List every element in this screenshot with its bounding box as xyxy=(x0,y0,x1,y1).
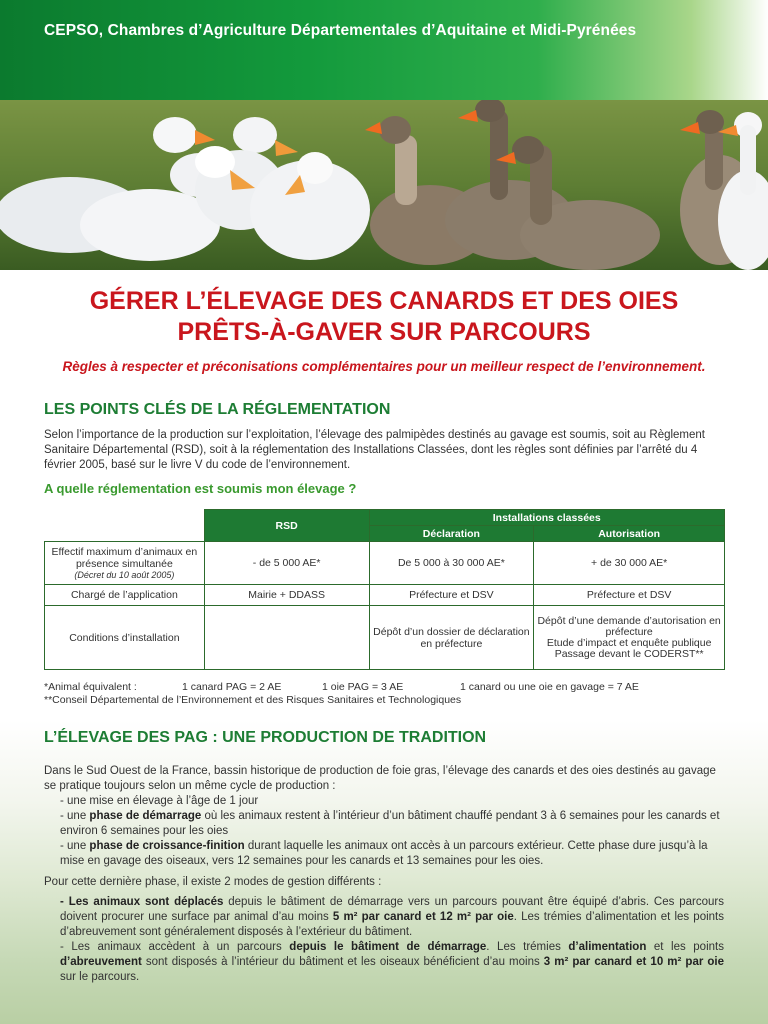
list-text: . Les trémies d’alimentation et les points d’abreuvement sont généralement disposés à l’extérieur du bâtiment. xyxy=(60,911,724,938)
list-text: sur le parcours. xyxy=(60,971,140,983)
effectif-label: Effectif maximum d’animaux en présence simultanée xyxy=(51,546,198,570)
section-tradition-text xyxy=(44,764,724,985)
list-bold: phase de croissance-finition xyxy=(89,840,245,852)
geese-illustration xyxy=(0,100,768,270)
list-text: et les points xyxy=(646,941,724,953)
main-title-line1: GÉRER L’ÉLEVAGE DES CANARDS ET DES OIES xyxy=(89,287,679,315)
ae-label: *Animal équivalent : xyxy=(44,681,137,693)
footnote-ae xyxy=(44,681,639,694)
list-text: - une xyxy=(60,810,90,822)
list-text: - Les animaux accèdent à un parcours xyxy=(60,941,290,953)
header-band xyxy=(0,0,768,108)
header-title: CEPSO, Chambres d’Agriculture Départementales d’Aquitaine et Midi-Pyrénées xyxy=(44,22,637,39)
table-row xyxy=(45,606,725,670)
list-bold: 3 m² par canard et 10 m² par oie xyxy=(543,956,725,968)
list-text: durant laquelle les animaux ont accès à un parcours extérieur. Cette phase dure jusqu’à la mise en gavage des oiseaux, vers 12 semaines pour les canards et 13 semaines pour les oies. xyxy=(60,840,708,867)
footnote-coderst: **Conseil Départemental de l’Environnement et des Risques Sanitaires et Technologiques xyxy=(44,694,462,706)
table-cell xyxy=(534,606,725,670)
section-title-tradition: L’ÉLEVAGE DES PAG : UNE PRODUCTION DE TRADITION xyxy=(44,729,487,746)
table-row xyxy=(45,542,725,585)
table-cell: De 5 000 à 30 000 AE* xyxy=(369,542,534,585)
table-cell: + de 30 000 AE* xyxy=(534,542,725,585)
list-bold: d’alimentation xyxy=(568,941,647,953)
table-cell: Mairie + DDASS xyxy=(204,585,369,606)
list-text: où les animaux restent à l’intérieur d’un bâtiment chauffé pendant 3 à 6 semaines pour les canards et environ 6 semaines pour les oies xyxy=(60,810,720,837)
list-item: - une mise en élevage à l’âge de 1 jour xyxy=(60,795,259,807)
list-bold: - Les animaux sont déplacés xyxy=(60,896,224,908)
table-corner xyxy=(45,510,205,542)
main-title xyxy=(0,286,768,348)
main-title-line2: PRÊTS-À-GAVER SUR PARCOURS xyxy=(177,318,591,346)
subtitle-period: . xyxy=(701,359,706,374)
table-cell xyxy=(204,606,369,670)
section-reglementation-text: Selon l’importance de la production sur l’exploitation, l’élevage des palmipèdes destinés au gavage est soumis, soit au Règlement Sanitaire Départemental (RSD), soit à la réglementation des Installations Classées, dont les règles sont définies par l’arrêté du 4 février 2005, basé sur le livre V du code de l’environnement. xyxy=(44,429,705,471)
list-item xyxy=(44,839,724,869)
list-text: - une xyxy=(60,840,90,852)
table-row-label xyxy=(45,542,205,585)
section-title-reglementation: LES POINTS CLÉS DE LA RÉGLEMENTATION xyxy=(44,401,391,418)
effectif-note: (Décret du 10 août 2005) xyxy=(74,570,175,580)
list-bold: phase de démarrage xyxy=(89,810,202,822)
list-item xyxy=(44,940,724,985)
table-row-label: Chargé de l’application xyxy=(45,585,205,606)
list-bold: d’abreuvement xyxy=(60,956,142,968)
subtitle xyxy=(0,359,768,374)
table-head-installations: Installations classées xyxy=(369,510,725,526)
tradition-intro: Dans le Sud Ouest de la France, bassin historique de production de foie gras, l’élevage des canards et des oies destinés au gavage se pratique toujours selon un même cycle de production : xyxy=(44,765,716,792)
regulation-table xyxy=(44,509,725,670)
table-cell: Préfecture et DSV xyxy=(534,585,725,606)
table-cell: Préfecture et DSV xyxy=(369,585,534,606)
table-cell: Dépôt d’un dossier de déclaration en préfecture xyxy=(369,606,534,670)
footnotes xyxy=(44,681,639,707)
table-head-autorisation: Autorisation xyxy=(534,526,725,542)
subtitle-text: Règles à respecter et préconisations complémentaires pour un meilleur respect de l’environnement xyxy=(62,359,702,374)
modes-intro: Pour cette dernière phase, il existe 2 modes de gestion différents : xyxy=(44,876,382,888)
autorisation-step: Dépôt d’une demande d’autorisation en préfecture xyxy=(537,614,721,638)
table-head-rsd: RSD xyxy=(204,510,369,542)
ae-canard: 1 canard PAG = 2 AE xyxy=(182,681,282,693)
autorisation-step: Passage devant le CODERST** xyxy=(554,647,704,660)
list-bold: 5 m² par canard et 12 m² par oie xyxy=(332,911,514,923)
table-row-label: Conditions d’installation xyxy=(45,606,205,670)
table-row xyxy=(45,585,725,606)
table-head-declaration: Déclaration xyxy=(369,526,534,542)
list-bold: depuis le bâtiment de démarrage xyxy=(289,941,487,953)
question-heading: A quelle réglementation est soumis mon élevage ? xyxy=(44,481,357,496)
list-text: sont disposés à l’intérieur du bâtiment et les oiseaux bénéficient d’au moins xyxy=(141,956,544,968)
list-item xyxy=(44,895,724,940)
table-cell: - de 5 000 AE* xyxy=(204,542,369,585)
autorisation-step: Etude d’impact et enquête publique xyxy=(546,636,712,649)
ae-gavage: 1 canard ou une oie en gavage = 7 AE xyxy=(460,681,639,693)
photo-geese-ducks xyxy=(0,100,768,270)
list-text: . Les trémies xyxy=(486,941,569,953)
list-text: depuis le bâtiment de démarrage vers un parcours pouvant être équipé d’abris. Ces parcours doivent procurer une surface par animal d’au moins xyxy=(60,896,724,923)
list-item xyxy=(44,809,724,839)
ae-oie: 1 oie PAG = 3 AE xyxy=(322,681,404,693)
